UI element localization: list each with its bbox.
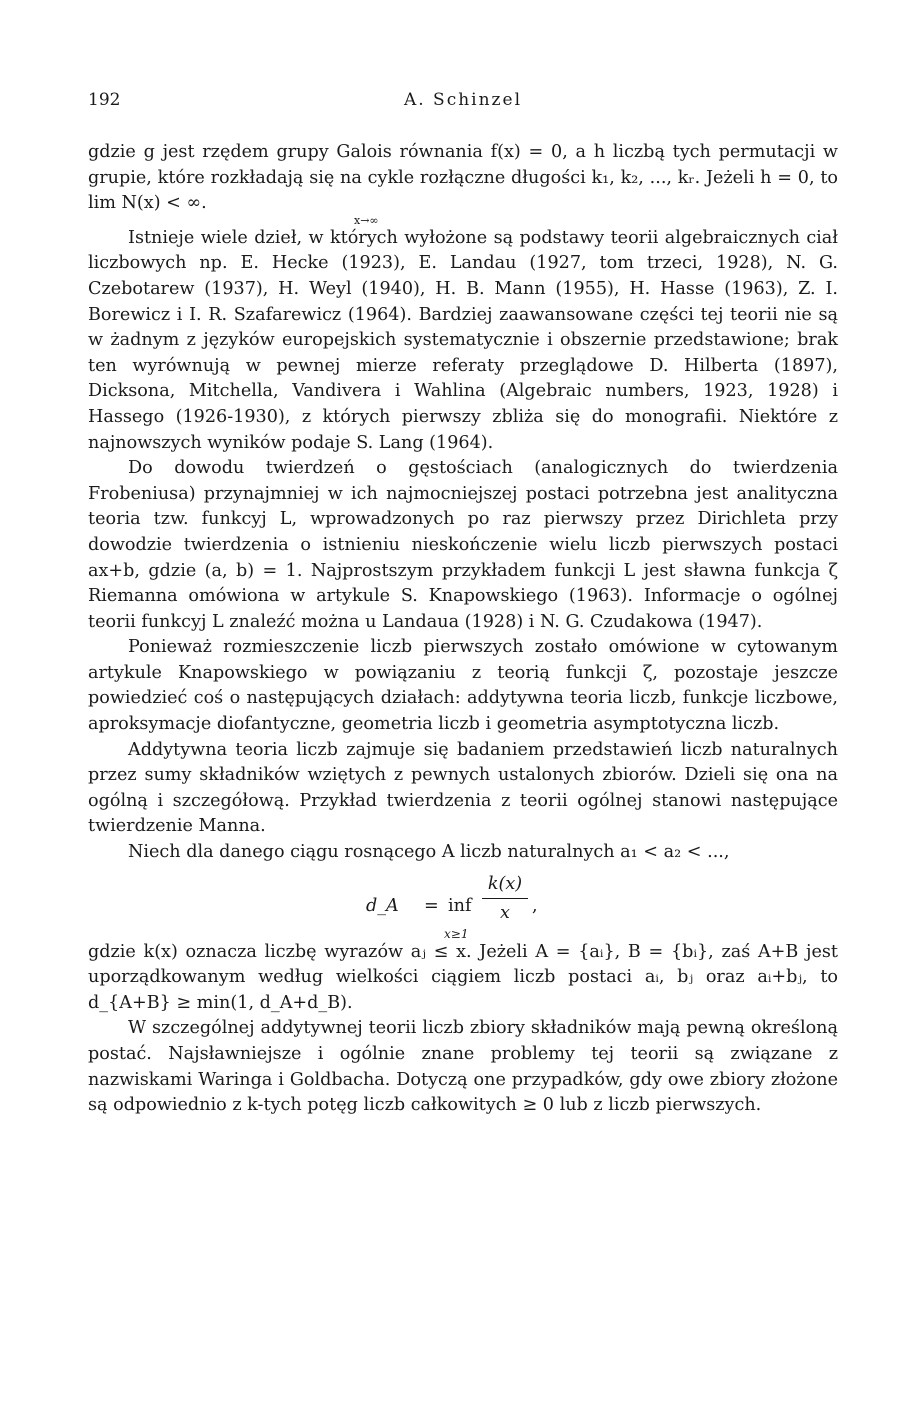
paragraph-galois	[88, 140, 838, 226]
page-header	[88, 90, 838, 120]
formula-lhs: d_A	[366, 895, 399, 916]
paragraph-l-functions: Do dowodu twierdzeń o gęstościach (analogicznych do twierdzenia Frobeniusa) przynajmniej w ich najmocniejszej postaci potrzebna jest analityczna teoria tzw. funkcyj L, wprowadzonych po raz pierwszy przez Dirichleta przy dowodzie twierdzenia o istnieniu nieskończenie wielu liczb pierwszych postaci ax+b, gdzie (a, b) = 1. Najprostszym przykładem funkcji L jest sławna funkcja ζ Riemanna omówiona w artykule S. Knapowskiego (1963). Informacje o ogólnej teorii funkcyj L znaleźć można u Landaua (1928) i N. G. Czudakowa (1947).	[88, 458, 838, 632]
limit-subscript: x→∞	[354, 213, 379, 227]
paragraph-prime-distribution: Ponieważ rozmieszczenie liczb pierwszych zostało omówione w cytowanym artykule Knapowskiego w powiązaniu z teorią funkcji ζ, pozostaje jeszcze powiedzieć coś o następujących działach: addytywna teoria liczb, funkcje liczbowe, aproksymacje diofantyczne, geometria liczb i geometria asymptotyczna liczb.	[88, 637, 838, 735]
fraction-bar	[482, 898, 528, 899]
paragraph-sequence: Niech dla danego ciągu rosnącego A liczb naturalnych a₁ < a₂ < ...,	[128, 842, 730, 863]
paragraph-galois-text: gdzie g jest rzędem grupy Galois równania f(x) = 0, a h liczbą tych permutacji w grupie, które rozkładają się na cykle rozłączne długości k₁, k₂, ..., kᵣ. Jeżeli h = 0, to lim N(x) < ∞.	[88, 142, 838, 214]
density-formula	[88, 872, 838, 941]
formula-fraction	[482, 872, 528, 927]
paragraph-literature: Istnieje wiele dzieł, w których wyłożone są podstawy teorii algebraicznych ciał liczbowych np. E. Hecke (1923), E. Landau (1927, tom trzeci, 1928), N. G. Czebotarew (1937), H. Weyl (1940), H. B. Mann (1955), H. Hasse (1963), Z. I. Borewicz i I. R. Szafarewicz (1964). Bardziej zaawansowane części tej teorii nie są w żadnym z języków europejskich systematycznie i obszernie przedstawione; brak ten wyrównują w pewnej mierze referaty przeglądowe D. Hilberta (1897), Dicksona, Mitchella, Vandivera i Wahlina (Algebraic numbers, 1923, 1928) i Hassego (1926-1930), z których pierwszy zbliża się do monografii. Niektóre z najnowszych wyników podaje S. Lang (1964).	[88, 227, 838, 453]
paragraph-additive-theory: Addytywna teoria liczb zajmuje się badaniem przedstawień liczb naturalnych przez sumy składników wziętych z pewnych ustalonych zbiorów. Dzieli się ona na ogólną i szczegółową. Przykład twierdzenia z teorii ogólnej stanowi następujące twierdzenie Manna.	[88, 739, 838, 837]
paragraph-waring-goldbach: W szczególnej addytywnej teorii liczb zbiory składników mają pewną określoną postać. Najsławniejsze i ogólnie znane problemy tej teorii są związane z nazwiskami Waringa i Goldbacha. Dotyczą one przypadków, gdy owe zbiory złożone są odpowiednio z k-tych potęg liczb całkowitych ≥ 0 lub z liczb pierwszych.	[88, 1018, 838, 1116]
body-text	[88, 140, 838, 1119]
formula-inf-subscript: x≥1	[444, 926, 469, 941]
formula-denominator: x	[500, 903, 510, 924]
page-number: 192	[88, 90, 121, 110]
running-title: A. Schinzel	[403, 90, 523, 110]
formula-numerator: k(x)	[487, 873, 523, 894]
paragraph-mann-theorem: gdzie k(x) oznacza liczbę wyrazów aⱼ ≤ x. Jeżeli A = {aᵢ}, B = {bᵢ}, zaś A+B jest uporządkowanym według wielkości ciągiem liczb postaci aᵢ, bⱼ oraz aᵢ+bⱼ, to d_{A+B} ≥ min(1, d_A+d_B).	[88, 941, 838, 1013]
formula-inf: inf	[448, 895, 472, 916]
formula-equals: =	[424, 895, 439, 916]
formula-comma: ,	[532, 895, 538, 916]
